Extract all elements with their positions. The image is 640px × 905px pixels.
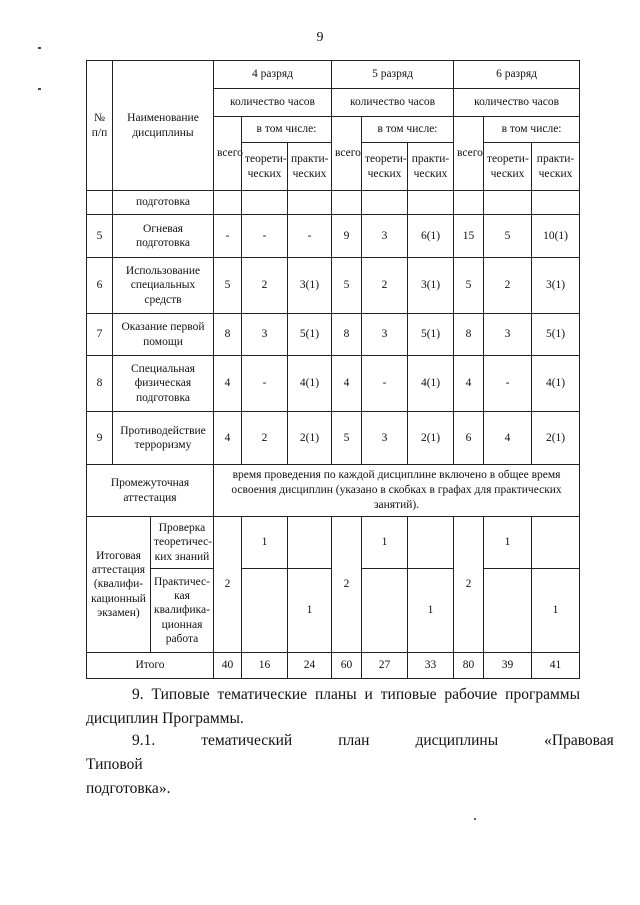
cell: 1: [288, 569, 332, 653]
col-name-header: Наименование дисциплины: [113, 61, 214, 191]
cell: 4(1): [408, 356, 454, 412]
intermediate-label: Промежуточная аттестация: [87, 465, 214, 517]
theory-header: теорети-ческих: [242, 143, 288, 191]
cell: 4: [214, 412, 242, 465]
cell: 3(1): [532, 258, 580, 314]
row-name: Специальная физическая подготовка: [113, 356, 214, 412]
cell: 5: [214, 258, 242, 314]
practice-header: практи-ческих: [532, 143, 580, 191]
cell: -: [242, 215, 288, 258]
cell: 5: [454, 258, 484, 314]
cell: 80: [454, 653, 484, 679]
cell: 6(1): [408, 215, 454, 258]
cell: 1: [362, 517, 408, 569]
grade-4-header: 4 разряд: [214, 61, 332, 89]
header-row: [87, 61, 580, 89]
col-num-header: № п/п: [87, 61, 113, 191]
cell: 16: [242, 653, 288, 679]
cell: 2: [454, 517, 484, 653]
cell: 27: [362, 653, 408, 679]
cell: 3(1): [288, 258, 332, 314]
total-row: [87, 653, 580, 679]
word: тематический: [201, 732, 293, 749]
cell: 5: [484, 215, 532, 258]
cell: -: [362, 356, 408, 412]
final-row: [87, 517, 580, 569]
hours-header: количество часов: [214, 89, 332, 117]
cell: 15: [454, 215, 484, 258]
row-num: 5: [87, 215, 113, 258]
cell: 60: [332, 653, 362, 679]
cell: 3: [362, 314, 408, 356]
scan-mark: [474, 818, 476, 820]
cell: 8: [214, 314, 242, 356]
cell: 3: [484, 314, 532, 356]
incl-header: в том числе:: [484, 117, 580, 143]
final-sub-theory: Проверка теоретичес-ких знаний: [151, 517, 214, 569]
table-row: [87, 191, 580, 215]
scan-mark: [38, 47, 41, 49]
practice-header: практи-ческих: [288, 143, 332, 191]
intermediate-row: [87, 465, 580, 517]
cell: 4: [454, 356, 484, 412]
cell: 1: [484, 517, 532, 569]
subsection-paragraph: [86, 729, 614, 801]
cell: 3: [242, 314, 288, 356]
subsection-line: [86, 729, 614, 777]
cell: 2(1): [408, 412, 454, 465]
cell: -: [242, 356, 288, 412]
cell: 2(1): [532, 412, 580, 465]
cell: 39: [484, 653, 532, 679]
cell: 4: [484, 412, 532, 465]
row-name: подготовка: [113, 191, 214, 215]
row-num: 7: [87, 314, 113, 356]
table-row: [87, 215, 580, 258]
intermediate-note: время проведения по каждой дисциплине включено в общее время освоения дисциплин (указано в скобках в графах для практических занятий).: [214, 465, 580, 517]
word: план: [338, 732, 370, 749]
word: 9.1. Типовой: [86, 732, 156, 773]
cell: 40: [214, 653, 242, 679]
cell: 10(1): [532, 215, 580, 258]
row-num: 8: [87, 356, 113, 412]
cell: 9: [332, 215, 362, 258]
cell: 4: [332, 356, 362, 412]
cell: 33: [408, 653, 454, 679]
row-name: Использование специальных средств: [113, 258, 214, 314]
scan-mark: [38, 88, 41, 90]
row-name: Оказание первой помощи: [113, 314, 214, 356]
table-row: [87, 412, 580, 465]
cell: 5: [332, 412, 362, 465]
cell: 4: [214, 356, 242, 412]
final-label: Итоговая аттестация (квалифи-кационный экзамен): [87, 517, 151, 653]
word: «Правовая: [544, 732, 614, 749]
cell: 2: [332, 517, 362, 653]
cell: 1: [408, 569, 454, 653]
cell: 1: [532, 569, 580, 653]
cell: 5(1): [532, 314, 580, 356]
cell: 4(1): [532, 356, 580, 412]
cell: 3: [362, 215, 408, 258]
table-row: [87, 258, 580, 314]
page-number: 9: [316, 30, 324, 45]
total-header: всего: [214, 117, 242, 191]
row-num: 9: [87, 412, 113, 465]
word: дисциплины: [415, 732, 499, 749]
cell: 2: [214, 517, 242, 653]
cell: 24: [288, 653, 332, 679]
total-header: всего: [332, 117, 362, 191]
hours-header: количество часов: [332, 89, 454, 117]
grade-5-header: 5 разряд: [332, 61, 454, 89]
cell: 8: [454, 314, 484, 356]
cell: 2: [242, 258, 288, 314]
subsection-line: подготовка».: [86, 780, 171, 797]
cell: 4(1): [288, 356, 332, 412]
theory-header: теорети-ческих: [362, 143, 408, 191]
section-heading-paragraph: 9. Типовые тематические планы и типовые рабочие программы дисциплин Программы.: [86, 686, 580, 727]
cell: -: [288, 215, 332, 258]
cell: 1: [242, 517, 288, 569]
cell: 41: [532, 653, 580, 679]
total-label: Итого: [87, 653, 214, 679]
practice-header: практи-ческих: [408, 143, 454, 191]
row-num: 6: [87, 258, 113, 314]
cell: 5(1): [408, 314, 454, 356]
cell: 2(1): [288, 412, 332, 465]
total-header: всего: [454, 117, 484, 191]
cell: 2: [362, 258, 408, 314]
cell: 6: [454, 412, 484, 465]
table-row: [87, 356, 580, 412]
row-name: Огневая подготовка: [113, 215, 214, 258]
hours-header: количество часов: [454, 89, 580, 117]
cell: 2: [484, 258, 532, 314]
row-name: Противодействие терроризму: [113, 412, 214, 465]
incl-header: в том числе:: [362, 117, 454, 143]
theory-header: теорети-ческих: [484, 143, 532, 191]
cell: 3(1): [408, 258, 454, 314]
grade-6-header: 6 разряд: [454, 61, 580, 89]
cell: 8: [332, 314, 362, 356]
cell: 2: [242, 412, 288, 465]
incl-header: в том числе:: [242, 117, 332, 143]
final-sub-practice: Практичес-кая квалифика-ционная работа: [151, 569, 214, 653]
cell: -: [214, 215, 242, 258]
cell: 3: [362, 412, 408, 465]
curriculum-table: [86, 60, 580, 679]
table-row: [87, 314, 580, 356]
cell: 5: [332, 258, 362, 314]
cell: -: [484, 356, 532, 412]
cell: 5(1): [288, 314, 332, 356]
